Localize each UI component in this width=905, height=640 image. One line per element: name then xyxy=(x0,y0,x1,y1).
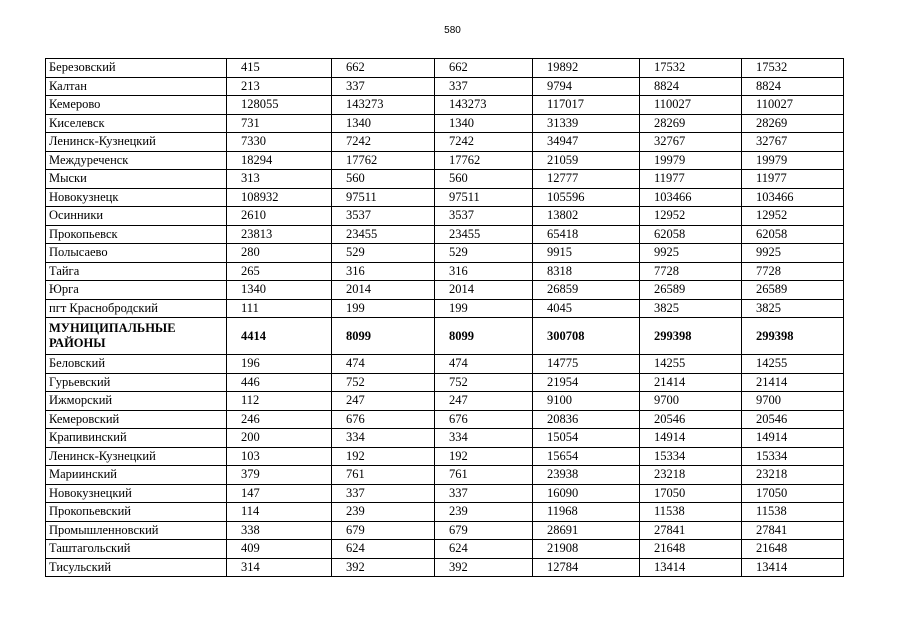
table-row xyxy=(46,114,844,133)
value-cell-2: 337 xyxy=(332,484,435,503)
value-cell-3: 337 xyxy=(435,484,533,503)
value-cell-6: 32767 xyxy=(742,133,844,152)
value-cell-3: 8099 xyxy=(435,318,533,355)
value-cell-4: 20836 xyxy=(533,410,640,429)
row-name-cell: Таштагольский xyxy=(46,540,227,559)
data-table xyxy=(45,58,844,577)
value-cell-5: 11538 xyxy=(640,503,742,522)
value-cell-3: 474 xyxy=(435,355,533,374)
value-cell-1: 18294 xyxy=(227,151,332,170)
value-cell-2: 97511 xyxy=(332,188,435,207)
value-cell-1: 108932 xyxy=(227,188,332,207)
value-cell-5: 110027 xyxy=(640,96,742,115)
value-cell-2: 676 xyxy=(332,410,435,429)
value-cell-5: 9925 xyxy=(640,244,742,263)
value-cell-1: 379 xyxy=(227,466,332,485)
table-row xyxy=(46,225,844,244)
value-cell-5: 27841 xyxy=(640,521,742,540)
value-cell-4: 105596 xyxy=(533,188,640,207)
value-cell-1: 213 xyxy=(227,77,332,96)
table-row xyxy=(46,558,844,577)
value-cell-5: 17050 xyxy=(640,484,742,503)
value-cell-3: 2014 xyxy=(435,281,533,300)
value-cell-2: 192 xyxy=(332,447,435,466)
row-name-cell: Междуреченск xyxy=(46,151,227,170)
value-cell-2: 239 xyxy=(332,503,435,522)
value-cell-3: 239 xyxy=(435,503,533,522)
value-cell-1: 23813 xyxy=(227,225,332,244)
value-cell-2: 143273 xyxy=(332,96,435,115)
value-cell-4: 12784 xyxy=(533,558,640,577)
row-name-cell: Осинники xyxy=(46,207,227,226)
value-cell-2: 752 xyxy=(332,373,435,392)
value-cell-3: 662 xyxy=(435,59,533,78)
row-name-cell: Ижморский xyxy=(46,392,227,411)
row-name-cell: Березовский xyxy=(46,59,227,78)
value-cell-4: 21954 xyxy=(533,373,640,392)
value-cell-2: 624 xyxy=(332,540,435,559)
value-cell-2: 17762 xyxy=(332,151,435,170)
value-cell-6: 23218 xyxy=(742,466,844,485)
value-cell-5: 12952 xyxy=(640,207,742,226)
value-cell-6: 11977 xyxy=(742,170,844,189)
row-name-cell: Юрга xyxy=(46,281,227,300)
value-cell-3: 752 xyxy=(435,373,533,392)
value-cell-6: 9925 xyxy=(742,244,844,263)
row-name-cell: Промышленновский xyxy=(46,521,227,540)
value-cell-3: 392 xyxy=(435,558,533,577)
value-cell-2: 247 xyxy=(332,392,435,411)
value-cell-5: 299398 xyxy=(640,318,742,355)
value-cell-1: 200 xyxy=(227,429,332,448)
value-cell-3: 334 xyxy=(435,429,533,448)
value-cell-2: 7242 xyxy=(332,133,435,152)
value-cell-5: 13414 xyxy=(640,558,742,577)
value-cell-3: 560 xyxy=(435,170,533,189)
value-cell-4: 117017 xyxy=(533,96,640,115)
value-cell-6: 17532 xyxy=(742,59,844,78)
value-cell-6: 21648 xyxy=(742,540,844,559)
value-cell-1: 446 xyxy=(227,373,332,392)
value-cell-4: 12777 xyxy=(533,170,640,189)
value-cell-4: 34947 xyxy=(533,133,640,152)
value-cell-5: 9700 xyxy=(640,392,742,411)
value-cell-3: 17762 xyxy=(435,151,533,170)
value-cell-5: 11977 xyxy=(640,170,742,189)
value-cell-2: 761 xyxy=(332,466,435,485)
value-cell-3: 676 xyxy=(435,410,533,429)
value-cell-2: 8099 xyxy=(332,318,435,355)
value-cell-2: 23455 xyxy=(332,225,435,244)
table-row xyxy=(46,59,844,78)
value-cell-2: 392 xyxy=(332,558,435,577)
value-cell-4: 28691 xyxy=(533,521,640,540)
value-cell-5: 28269 xyxy=(640,114,742,133)
value-cell-1: 731 xyxy=(227,114,332,133)
value-cell-5: 20546 xyxy=(640,410,742,429)
table-row xyxy=(46,429,844,448)
value-cell-1: 111 xyxy=(227,299,332,318)
value-cell-3: 529 xyxy=(435,244,533,263)
value-cell-2: 199 xyxy=(332,299,435,318)
value-cell-3: 97511 xyxy=(435,188,533,207)
row-name-cell: Крапивинский xyxy=(46,429,227,448)
row-name-cell: Новокузнецкий xyxy=(46,484,227,503)
value-cell-6: 13414 xyxy=(742,558,844,577)
value-cell-6: 19979 xyxy=(742,151,844,170)
table-row xyxy=(46,244,844,263)
value-cell-2: 334 xyxy=(332,429,435,448)
value-cell-6: 8824 xyxy=(742,77,844,96)
value-cell-4: 16090 xyxy=(533,484,640,503)
row-name-cell: Кемеровский xyxy=(46,410,227,429)
value-cell-5: 3825 xyxy=(640,299,742,318)
value-cell-5: 62058 xyxy=(640,225,742,244)
value-cell-6: 14255 xyxy=(742,355,844,374)
value-cell-2: 529 xyxy=(332,244,435,263)
value-cell-1: 112 xyxy=(227,392,332,411)
value-cell-4: 15054 xyxy=(533,429,640,448)
value-cell-6: 14914 xyxy=(742,429,844,448)
table-row xyxy=(46,503,844,522)
value-cell-3: 337 xyxy=(435,77,533,96)
page-number: 580 xyxy=(444,25,461,36)
row-name-cell: Ленинск-Кузнецкий xyxy=(46,447,227,466)
row-name-cell: Гурьевский xyxy=(46,373,227,392)
value-cell-1: 128055 xyxy=(227,96,332,115)
row-name-cell: Мыски xyxy=(46,170,227,189)
value-cell-4: 9100 xyxy=(533,392,640,411)
table-row xyxy=(46,262,844,281)
value-cell-3: 7242 xyxy=(435,133,533,152)
value-cell-2: 316 xyxy=(332,262,435,281)
value-cell-3: 316 xyxy=(435,262,533,281)
value-cell-2: 679 xyxy=(332,521,435,540)
value-cell-4: 11968 xyxy=(533,503,640,522)
row-name-cell: Тайга xyxy=(46,262,227,281)
table-row xyxy=(46,188,844,207)
row-name-cell: Ленинск-Кузнецкий xyxy=(46,133,227,152)
table-body xyxy=(46,59,844,577)
value-cell-1: 196 xyxy=(227,355,332,374)
table-row xyxy=(46,540,844,559)
table-row xyxy=(46,410,844,429)
table-row xyxy=(46,355,844,374)
value-cell-6: 26589 xyxy=(742,281,844,300)
value-cell-6: 110027 xyxy=(742,96,844,115)
value-cell-6: 11538 xyxy=(742,503,844,522)
row-name-cell: Тисульский xyxy=(46,558,227,577)
row-name-cell: пгт Краснобродский xyxy=(46,299,227,318)
value-cell-4: 21059 xyxy=(533,151,640,170)
value-cell-5: 17532 xyxy=(640,59,742,78)
table-row xyxy=(46,299,844,318)
value-cell-6: 299398 xyxy=(742,318,844,355)
value-cell-5: 15334 xyxy=(640,447,742,466)
value-cell-6: 103466 xyxy=(742,188,844,207)
table-row xyxy=(46,77,844,96)
table-row xyxy=(46,466,844,485)
value-cell-2: 474 xyxy=(332,355,435,374)
value-cell-5: 32767 xyxy=(640,133,742,152)
table-row xyxy=(46,484,844,503)
value-cell-6: 62058 xyxy=(742,225,844,244)
table-row xyxy=(46,281,844,300)
row-name-cell: Прокопьевский xyxy=(46,503,227,522)
value-cell-6: 12952 xyxy=(742,207,844,226)
value-cell-6: 15334 xyxy=(742,447,844,466)
row-name-cell: Киселевск xyxy=(46,114,227,133)
value-cell-2: 1340 xyxy=(332,114,435,133)
row-name-cell: Беловский xyxy=(46,355,227,374)
table-row xyxy=(46,151,844,170)
row-name-cell: Новокузнецк xyxy=(46,188,227,207)
row-name-cell: Мариинский xyxy=(46,466,227,485)
value-cell-3: 3537 xyxy=(435,207,533,226)
value-cell-6: 27841 xyxy=(742,521,844,540)
value-cell-1: 147 xyxy=(227,484,332,503)
row-name-cell: Полысаево xyxy=(46,244,227,263)
row-name-cell: Калтан xyxy=(46,77,227,96)
value-cell-6: 21414 xyxy=(742,373,844,392)
value-cell-4: 13802 xyxy=(533,207,640,226)
value-cell-3: 192 xyxy=(435,447,533,466)
value-cell-1: 314 xyxy=(227,558,332,577)
value-cell-4: 65418 xyxy=(533,225,640,244)
value-cell-4: 15654 xyxy=(533,447,640,466)
value-cell-3: 761 xyxy=(435,466,533,485)
value-cell-2: 662 xyxy=(332,59,435,78)
value-cell-6: 17050 xyxy=(742,484,844,503)
row-name-cell: МУНИЦИПАЛЬНЫЕ РАЙОНЫ xyxy=(46,318,227,355)
value-cell-1: 4414 xyxy=(227,318,332,355)
table-row-group-header xyxy=(46,318,844,355)
row-name-cell: Прокопьевск xyxy=(46,225,227,244)
value-cell-1: 7330 xyxy=(227,133,332,152)
value-cell-1: 265 xyxy=(227,262,332,281)
table-row xyxy=(46,373,844,392)
value-cell-2: 2014 xyxy=(332,281,435,300)
value-cell-3: 679 xyxy=(435,521,533,540)
value-cell-4: 9915 xyxy=(533,244,640,263)
value-cell-5: 19979 xyxy=(640,151,742,170)
value-cell-3: 199 xyxy=(435,299,533,318)
value-cell-6: 7728 xyxy=(742,262,844,281)
table-row xyxy=(46,96,844,115)
value-cell-4: 19892 xyxy=(533,59,640,78)
value-cell-1: 280 xyxy=(227,244,332,263)
value-cell-4: 4045 xyxy=(533,299,640,318)
value-cell-2: 3537 xyxy=(332,207,435,226)
value-cell-5: 8824 xyxy=(640,77,742,96)
value-cell-6: 20546 xyxy=(742,410,844,429)
value-cell-5: 23218 xyxy=(640,466,742,485)
value-cell-6: 28269 xyxy=(742,114,844,133)
value-cell-5: 21414 xyxy=(640,373,742,392)
value-cell-6: 3825 xyxy=(742,299,844,318)
value-cell-1: 103 xyxy=(227,447,332,466)
value-cell-1: 409 xyxy=(227,540,332,559)
value-cell-4: 14775 xyxy=(533,355,640,374)
value-cell-2: 337 xyxy=(332,77,435,96)
value-cell-3: 23455 xyxy=(435,225,533,244)
value-cell-5: 26589 xyxy=(640,281,742,300)
value-cell-1: 415 xyxy=(227,59,332,78)
table-row xyxy=(46,392,844,411)
value-cell-4: 9794 xyxy=(533,77,640,96)
table-row xyxy=(46,521,844,540)
table-row xyxy=(46,133,844,152)
value-cell-4: 300708 xyxy=(533,318,640,355)
value-cell-4: 31339 xyxy=(533,114,640,133)
value-cell-5: 14255 xyxy=(640,355,742,374)
value-cell-5: 21648 xyxy=(640,540,742,559)
value-cell-5: 7728 xyxy=(640,262,742,281)
value-cell-1: 2610 xyxy=(227,207,332,226)
value-cell-2: 560 xyxy=(332,170,435,189)
value-cell-5: 14914 xyxy=(640,429,742,448)
value-cell-1: 313 xyxy=(227,170,332,189)
value-cell-1: 114 xyxy=(227,503,332,522)
value-cell-1: 338 xyxy=(227,521,332,540)
value-cell-3: 247 xyxy=(435,392,533,411)
value-cell-5: 103466 xyxy=(640,188,742,207)
row-name-cell: Кемерово xyxy=(46,96,227,115)
table-row xyxy=(46,170,844,189)
value-cell-6: 9700 xyxy=(742,392,844,411)
value-cell-3: 624 xyxy=(435,540,533,559)
table-row xyxy=(46,207,844,226)
value-cell-1: 1340 xyxy=(227,281,332,300)
value-cell-3: 1340 xyxy=(435,114,533,133)
value-cell-4: 23938 xyxy=(533,466,640,485)
value-cell-4: 26859 xyxy=(533,281,640,300)
value-cell-4: 8318 xyxy=(533,262,640,281)
table-row xyxy=(46,447,844,466)
value-cell-1: 246 xyxy=(227,410,332,429)
value-cell-3: 143273 xyxy=(435,96,533,115)
value-cell-4: 21908 xyxy=(533,540,640,559)
